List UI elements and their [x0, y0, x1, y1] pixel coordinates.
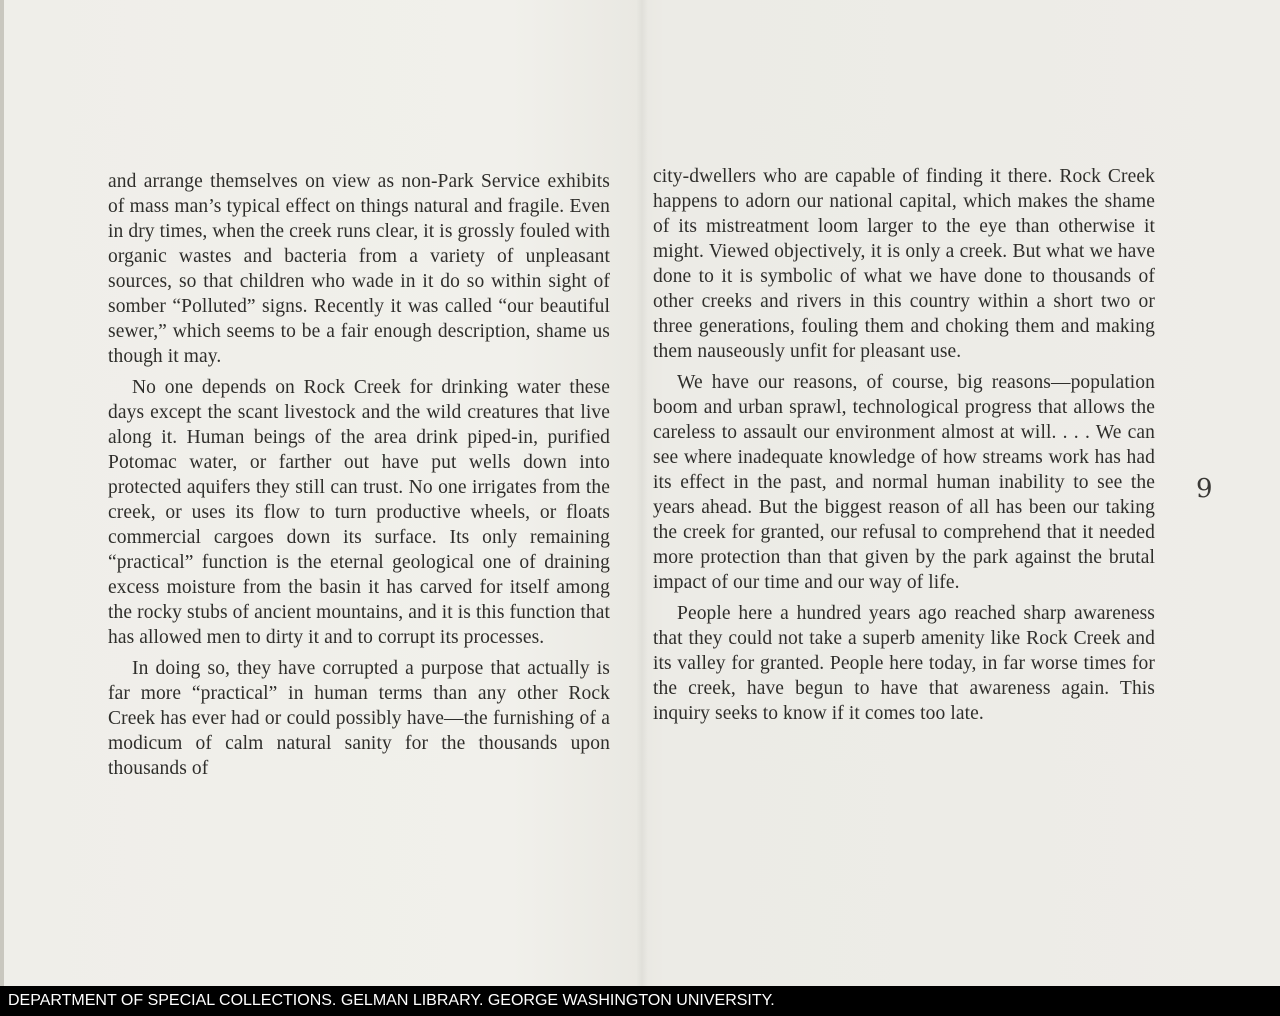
left-paragraph-3: In doing so, they have corrupted a purpose that actually is far more “practical” in human terms than any other Rock Creek has ever had or could possibly have—the furnishing of a modicum of calm natural sanity for the thousands upon thousands of [108, 658, 610, 779]
left-page-text [108, 169, 610, 781]
right-page-text [653, 164, 1155, 726]
right-paragraph-3: People here a hundred years ago reached sharp awareness that they could not take a superb amenity like Rock Creek and its valley for granted. People here today, in far worse times for the creek, have begun to have that awareness again. This inquiry seeks to know if it comes too late. [653, 603, 1155, 724]
book-gutter [636, 0, 648, 986]
right-paragraph-1: city-dwellers who are capable of finding it there. Rock Creek happens to adorn our national capital, which makes the shame of its mistreatment loom larger to the eye than otherwise it might. Viewed objectively, it is only a creek. But what we have done to it is symbolic of what we have done to thousands of other creeks and rivers in this country within a short two or three generations, fouling them and choking them and making them nauseously unfit for pleasant use. [653, 166, 1155, 362]
archive-credit-bar [0, 986, 1280, 1016]
left-paragraph-2: No one depends on Rock Creek for drinking water these days except the scant livestock and the wild creatures that live along it. Human beings of the area drink piped-in, purified Potomac water, or farther out have put wells down into protected aquifers they still can trust. No one irrigates from the creek, or uses its flow to turn productive wheels, or floats commercial cargoes down its surface. Its only remaining “practical” function is the eternal geological one of draining excess moisture from the basin it has carved for itself among the rocky stubs of ancient mountains, and it is this function that has allowed men to dirty it and to corrupt its processes. [108, 377, 610, 648]
archive-credit-text: DEPARTMENT OF SPECIAL COLLECTIONS. GELMAN LIBRARY. GEORGE WASHINGTON UNIVERSITY. [8, 992, 775, 1009]
page-edge [0, 0, 4, 986]
right-paragraph-2: We have our reasons, of course, big reasons—population boom and urban sprawl, technological progress that allows the careless to assault our environment almost at will. . . . We can see where inadequate knowledge of how streams work has had its effect in the past, and normal human inability to see the years ahead. But the biggest reason of all has been our taking the creek for granted, our refusal to comprehend that it needed more protection than that given by the park against the brutal impact of our time and our way of life. [653, 372, 1155, 593]
left-paragraph-1: and arrange themselves on view as non-Park Service exhibits of mass man’s typical effect on things natural and fragile. Even in dry times, when the creek runs clear, it is grossly fouled with organic wastes and bacteria from a variety of unpleasant sources, so that children who wade in it do so within sight of somber “Polluted” signs. Recently it was called “our beautiful sewer,” which seems to be a fair enough description, shame us though it may. [108, 171, 610, 367]
page-number: 9 [1196, 474, 1213, 504]
